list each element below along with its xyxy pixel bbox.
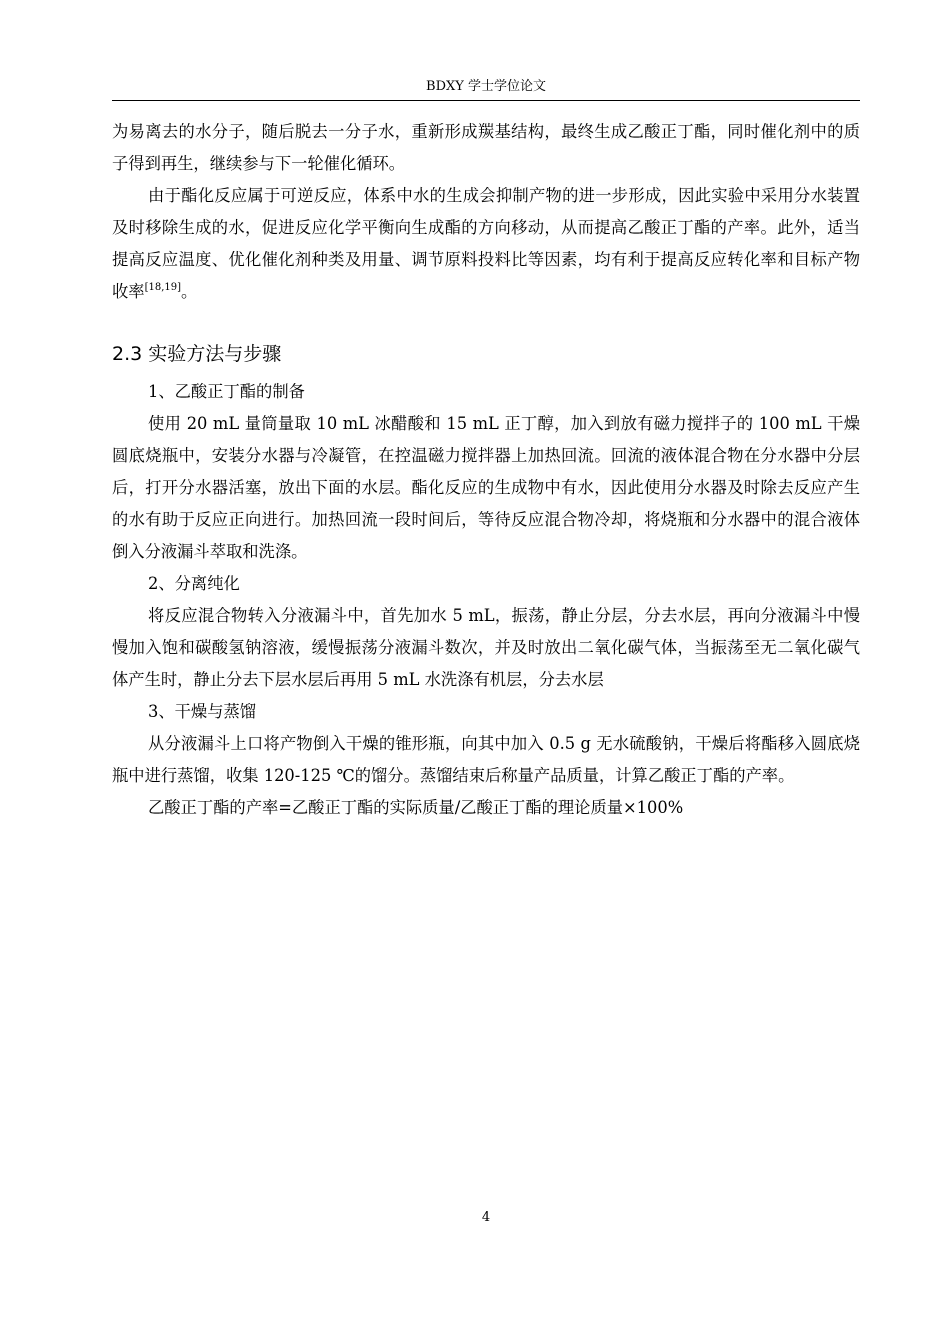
page-number: 4 [481, 1210, 491, 1225]
paragraph-text: 由于酯化反应属于可逆反应，体系中水的生成会抑制产物的进一步形成，因此实验中采用分水装置及时移除生成的水，促进反应化学平衡向生成酯的方向移动，从而提高乙酸正丁酯的产率。此外，适当提高反应温度、优化催化剂种类及用量、调节原料投料比等因素，均有利于提高反应转化率和目标产物收率 [112, 186, 860, 301]
paragraph-equilibrium [112, 180, 860, 308]
step-title: 2、分离纯化 [148, 574, 240, 593]
paragraph-continuation: 为易离去的水分子，随后脱去一分子水，重新形成羰基结构，最终生成乙酸正丁酯，同时催化剂中的质子得到再生，继续参与下一轮催化循环。 [112, 122, 860, 173]
yield-formula: 乙酸正丁酯的产率=乙酸正丁酯的实际质量/乙酸正丁酯的理论质量×100% [148, 798, 684, 817]
header-rule [112, 100, 860, 101]
section-heading: 2.3 实验方法与步骤 [112, 343, 282, 365]
step-title: 1、乙酸正丁酯的制备 [148, 382, 305, 401]
step-paragraph: 将反应混合物转入分液漏斗中，首先加水 5 mL，振荡，静止分层，分去水层，再向分液漏斗中慢慢加入饱和碳酸氢钠溶液，缓慢振荡分液漏斗数次，并及时放出二氧化碳气体，当振荡至无二氧化碳气体产生时，静止分去下层水层后再用 5 mL 水洗涤有机层，分去水层 [112, 606, 860, 689]
citation-superscript: [18,19] [144, 282, 182, 293]
document-body [112, 116, 860, 824]
paragraph-end-punctuation: 。 [181, 282, 198, 301]
step-paragraph: 使用 20 mL 量筒量取 10 mL 冰醋酸和 15 mL 正丁醇，加入到放有磁力搅拌子的 100 mL 干燥圆底烧瓶中，安装分水器与冷凝管，在控温磁力搅拌器上加热回流。回流的液体混合物在分水器中分层后，打开分水器活塞，放出下面的水层。酯化反应的生成物中有水，因此使用分水器及时除去反应产生的水有助于反应正向进行。加热回流一段时间后，等待反应混合物冷却，将烧瓶和分水器中的混合液体倒入分液漏斗萃取和洗涤。 [112, 414, 860, 561]
step-title: 3、干燥与蒸馏 [148, 702, 257, 721]
step-paragraph: 从分液漏斗上口将产物倒入干燥的锥形瓶，向其中加入 0.5 g 无水硫酸钠，干燥后将酯移入圆底烧瓶中进行蒸馏，收集 120-125 ℃的馏分。蒸馏结束后称量产品质量，计算乙酸正丁酯的产率。 [112, 734, 860, 785]
page-header: BDXY 学士学位论文 [426, 79, 546, 94]
